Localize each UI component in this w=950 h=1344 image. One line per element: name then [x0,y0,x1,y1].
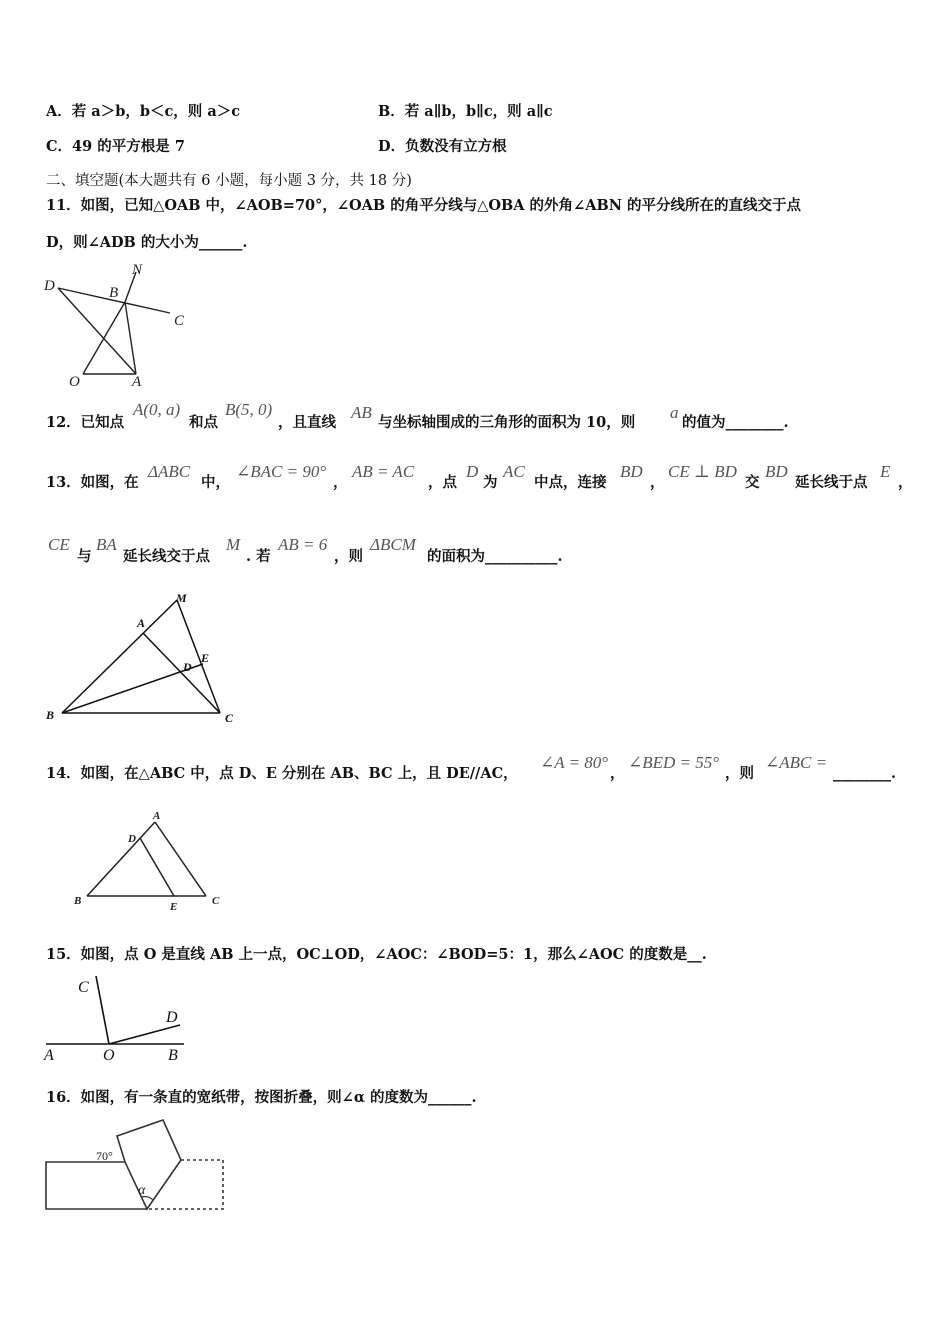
q12-mid3: 与坐标轴围成的三角形的面积为 10，则 [378,414,636,431]
q13-m2: ∠BAC = 90° [236,462,327,481]
q14-label-d: D [128,833,136,845]
q13-m13: AB = 6 [278,535,328,554]
q15-label-d: D [166,1009,178,1026]
q13-t10: ， [898,474,913,491]
q14-t4: ________. [833,765,897,782]
q13-t13: . 若 [246,548,271,565]
q14-label-e: E [170,901,178,913]
q11-label-d: D [44,278,55,294]
q14-figure [66,808,231,913]
q16-angle-70: 70° [96,1149,113,1163]
q11-label-b: B [109,285,119,301]
q12-suffix: 的值为________. [682,414,789,431]
q13-m14: ΔBCM [370,535,416,554]
q12-mid2: ，且直线 [278,414,336,431]
q12-point-a: A(0, a) [133,400,181,419]
q13-label-m: M [176,591,187,605]
q13-label-e: E [201,651,210,665]
q13-m7: CE ⊥ BD [668,462,737,481]
q13-t11: 与 [77,548,92,565]
q15-label-a: A [44,1047,54,1064]
q13-t2: 中， [201,474,230,491]
q13-figure [40,588,250,733]
q13-t9: 延长线于点 [795,474,868,491]
q11-figure [40,258,200,393]
q13-t15: 的面积为__________. [427,548,563,565]
q12-var-a: a [670,403,679,422]
q13-m5: AC [503,462,525,481]
q12-point-b: B(5, 0) [225,400,273,419]
q13-t14: ，则 [334,548,363,565]
q14-label-b: B [74,895,82,907]
q15-text: 15．如图，点 O 是直线 AB 上一点，OC⊥OD，∠AOC：∠BOD=5：1，那么∠AOC 的度数是__. [46,946,707,963]
option-c: C．49 的平方根是 7 [46,138,185,155]
q16-text: 16．如图，有一条直的宽纸带，按图折叠，则∠α 的度数为______. [46,1089,477,1106]
q13-m8: BD [765,462,788,481]
q14-m3: ∠ABC = [765,753,828,772]
q12-prefix: 12．已知点 [46,414,125,431]
q11-label-a: A [132,374,142,390]
q11-label-n: N [132,262,143,278]
q14-m2: ∠BED = 55° [628,753,720,772]
section-title: 二、填空题(本大题共有 6 小题，每小题 3 分，共 18 分) [46,173,412,189]
q14-label-c: C [212,895,220,907]
q16-alpha: α [138,1183,146,1198]
q13-t4: ，点 [428,474,457,491]
q13-t3: ， [333,474,348,491]
option-d: D．负数没有立方根 [378,138,507,155]
q13-t8: 交 [745,474,760,491]
option-a: A．若 a＞b，b＜c，则 a＞c [46,103,241,120]
q13-label-a: A [137,616,146,630]
q13-t7: ， [650,474,665,491]
q13-t6: 中点，连接 [534,474,607,491]
q12-mid1: 和点 [189,414,218,431]
q13-t12: 延长线交于点 [123,548,210,565]
q11-label-c: C [174,313,185,329]
q13-m4: D [466,462,479,481]
q13-m1: ΔABC [148,462,191,481]
q13-label-d: D [183,660,192,674]
q11-line2: D，则∠ADB 的大小为______. [46,234,248,251]
q13-label-c: C [225,711,234,725]
q15-figure [40,972,190,1064]
q12-line-ab: AB [351,403,372,422]
q13-m3: AB = AC [352,462,415,481]
q16-figure [40,1112,240,1217]
option-b: B．若 a∥b，b∥c，则 a∥c [378,103,553,120]
q13-m11: BA [96,535,117,554]
q15-label-b: B [168,1047,178,1064]
q13-m10: CE [48,535,70,554]
q11-line1: 11．如图，已知△OAB 中，∠AOB=70°，∠OAB 的角平分线与△OBA 的外角∠ABN 的平分线所在的直线交于点 [46,197,802,214]
q13-t1: 13．如图，在 [46,474,139,491]
q14-t1: 14．如图，在△ABC 中，点 D、E 分别在 AB、BC 上，且 DE//AC， [46,765,518,782]
q14-m1: ∠A = 80° [540,753,609,772]
q13-m6: BD [620,462,643,481]
q14-t3: ，则 [725,765,754,782]
q13-t5: 为 [483,474,498,491]
q13-m12: M [226,535,241,554]
q13-label-b: B [46,708,55,722]
q13-m9: E [880,462,891,481]
q11-label-o: O [69,374,80,390]
q14-t2: ， [610,765,625,782]
q15-label-c: C [78,979,89,996]
q15-label-o: O [103,1047,115,1064]
q14-label-a: A [153,810,161,822]
